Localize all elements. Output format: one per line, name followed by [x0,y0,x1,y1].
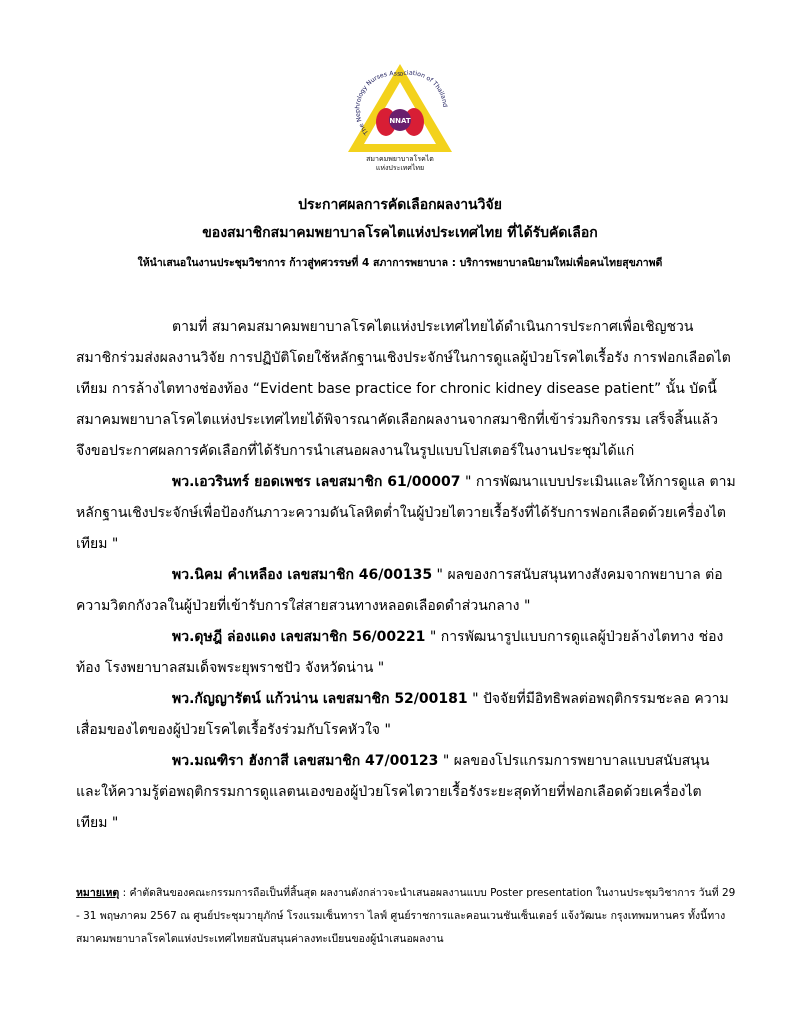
entry-name: พว.นิคม คำเหลือง เลขสมาชิก 46/00135 [172,567,433,583]
footnote-text: : คำตัดสินของคณะกรรมการถือเป็นที่สิ้นสุด ผลงานดังกล่าวจะนำเสนอผลงานแบบ Poster presentation ในงานประชุมวิชาการ วันที่ 29 - 31 พฤษภาคม 2567 ณ ศูนย์ประชุมวายุภักษ์ โรงแรมเซ็นทารา ไลฟ์ ศูนย์ราชการและคอนเวนชันเซ็นเตอร์ แจ้งวัฒนะ กรุงเทพมหานคร ทั้งนี้ทางสมาคมพยาบาลโรคไตแห่งประเทศไทยสนับสนุนค่าลงทะเบียนของผู้นำเสนอผลงาน [76,887,736,945]
announcement-subtitle: ให้นำเสนอในงานประชุมวิชาการ ก้าวสู่ทศวรรษที่ 4 สภาการพยาบาล : บริการพยาบาลนิยามใหม่เพื่อคนไทยสุขภาพดี [137,257,663,269]
footnote [76,882,736,951]
entry-title: " ผลของโปรแกรมการพยาบาลแบบสนับสนุน และให้ความรู้ต่อพฤติกรรมการดูแลตนเองของผู้ป่วยโรคไตวายเรื้อรังระยะสุดท้ายที่ฟอกเลือดด้วยเครื่องไต เทียม " [76,753,710,831]
logo-emblem [340,60,460,155]
entry-name: พว.ดุษฎี ล่องแดง เลขสมาชิก 56/00221 [172,629,426,645]
entry-1 [76,467,736,560]
entry-name: พว.กัญญารัตน์ แก้วน่าน เลขสมาชิก 52/00181 [172,691,468,707]
entry-3 [76,622,736,684]
entry-2 [76,560,736,622]
announcement-title: ประกาศผลการคัดเลือกผลงานวิจัย [298,197,502,213]
logo-org-name: สมาคมพยาบาลโรคไต แห่งประเทศไทย [366,155,434,172]
logo-arc-text: The Nephrology Nurses Association of Thailand [354,69,449,136]
intro-paragraph: ตามที่ สมาคมสมาคมพยาบาลโรคไตแห่งประเทศไทยได้ดำเนินการประกาศเพื่อเชิญชวน สมาชิกร่วมส่งผลงานวิจัย การปฏิบัติโดยใช้หลักฐานเชิงประจักษ์ในการดูแลผู้ป่วยโรคไตเรื้อรัง การฟอกเลือดไตเทียม การล้างไตทางช่องท้อง “Evident base practice for chronic kidney disease patient” นั้น บัดนี้ สมาคมพยาบาลโรคไตแห่งประเทศไทยได้พิจารณาคัดเลือกผลงานจากสมาชิกที่เข้าร่วมกิจกรรม เสร็จสิ้นแล้ว จึงขอประกาศผลการคัดเลือกที่ได้รับการนำเสนอผลงานในรูปแบบโปสเตอร์ในงานประชุมได้แก่ [76,319,731,459]
entry-5 [76,746,736,839]
association-logo [340,60,460,180]
announcement-title-line2: ของสมาชิกสมาคมพยาบาลโรคไตแห่งประเทศไทย ที่ได้รับคัดเลือก [202,225,598,241]
entry-title: " ผลของการสนับสนุนทางสังคมจากพยาบาล ต่อความวิตกกังวลในผู้ป่วยที่เข้ารับการใส่สายสวนทางหลอดเลือดดำส่วนกลาง " [76,567,723,614]
entry-title: " การพัฒนารูปแบบการดูแลผู้ป่วยล้างไตทาง ช่องท้อง โรงพยาบาลสมเด็จพระยุพราชปัว จังหวัดน่าน " [76,629,724,676]
entry-title: " การพัฒนาแบบประเมินและให้การดูแล ตามหลักฐานเชิงประจักษ์เพื่อป้องกันภาวะความดันโลหิตต่ำในผู้ป่วยไตวายเรื้อรังที่ได้รับการฟอกเลือดด้วยเครื่องไตเทียม " [76,474,736,552]
footnote-label: หมายเหตุ [76,887,120,899]
entry-name: พว.มณฑิรา ฮังกาสี เลขสมาชิก 47/00123 [172,753,439,769]
entry-4 [76,684,736,746]
logo-abbr: NNAT [389,117,411,125]
announcement-body [76,312,736,839]
entry-name: พว.เอวรินทร์ ยอดเพชร เลขสมาชิก 61/00007 [172,474,461,490]
entry-title: " ปัจจัยที่มีอิทธิพลต่อพฤติกรรมชะลอ ความเสื่อมของไตของผู้ป่วยโรคไตเรื้อรังร่วมกับโรคหัวใจ " [76,691,729,738]
